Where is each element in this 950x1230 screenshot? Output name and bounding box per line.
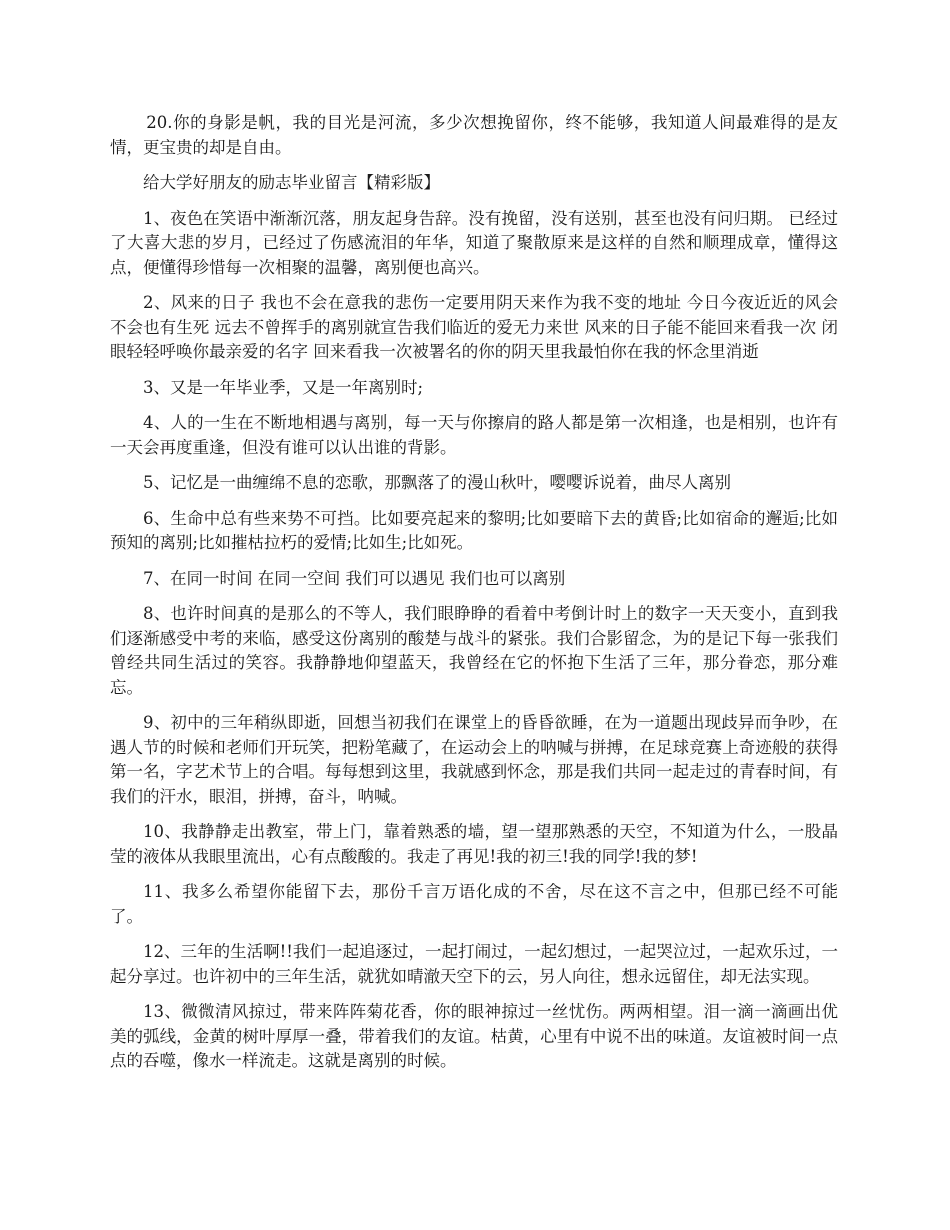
paragraph-10: 10、我静静走出教室，带上门，靠着熟悉的墙，望一望那熟悉的天空，不知道为什么，一股晶莹的液体从我眼里流出，心有点酸酸的。我走了再见!我的初三!我的同学!我的梦! <box>110 822 838 866</box>
paragraph-2: 2、风来的日子 我也不会在意我的悲伤一定要用阴天来作为我不变的地址 今日今夜近近的风会不会也有生死 远去不曾挥手的离别就宣告我们临近的爱无力来世 风来的日子能不能回来看我一次 闭眼轻轻呼唤你最亲爱的名字 回来看我一次被署名的你的阴天里我最怕你在我的怀念里消逝 <box>110 293 838 361</box>
paragraph-3: 3、又是一年毕业季，又是一年离别时; <box>143 377 424 397</box>
paragraph-20: 20.你的身影是帆，我的目光是河流，多少次想挽留你，终不能够，我知道人间最难得的是友情，更宝贵的却是自由。 <box>110 113 838 157</box>
paragraph-7: 7、在同一时间 在同一空间 我们可以遇见 我们也可以离别 <box>143 568 566 588</box>
paragraph-5: 5、记忆是一曲缠绵不息的恋歌，那飘落了的漫山秋叶，嘤嘤诉说着，曲尽人离别 <box>143 473 731 492</box>
document-body <box>110 111 838 1085</box>
paragraph-8: 8、也许时间真的是那么的不等人，我们眼睁睁的看着中考倒计时上的数字一天天变小，直到我们逐渐感受中考的来临，感受这份离别的酸楚与战斗的紧张。我们合影留念，为的是记下每一张我们曾经共同生活过的笑容。我静静地仰望蓝天，我曾经在它的怀抱下生活了三年，那分眷恋，那分难忘。 <box>110 604 838 697</box>
paragraph-1: 1、夜色在笑语中渐渐沉落，朋友起身告辞。没有挽留，没有送别，甚至也没有问归期。 已经过了大喜大悲的岁月，已经过了伤感流泪的年华，知道了聚散原来是这样的自然和顺理成章，懂得这点，便懂得珍惜每一次相聚的温馨，离别便也高兴。 <box>110 208 838 277</box>
paragraph-12: 12、三年的生活啊!!我们一起追逐过，一起打闹过，一起幻想过，一起哭泣过，一起欢乐过，一起分享过。也许初中的三年生活，就犹如晴澈天空下的云，另人向往，想永远留住，却无法实现。 <box>110 942 838 986</box>
paragraph-4: 4、人的一生在不断地相遇与离别，每一天与你擦肩的路人都是第一次相逢，也是相别，也许有一天会再度重逢，但没有谁可以认出谁的背影。 <box>110 413 838 457</box>
section-heading: 给大学好朋友的励志毕业留言【精彩版】 <box>143 173 440 192</box>
paragraph-13: 13、微微清风掠过，带来阵阵菊花香，你的眼神掠过一丝忧伤。两两相望。泪一滴一滴画出优美的弧线，金黄的树叶厚厚一叠，带着我们的友谊。枯黄，心里有中说不出的味道。友谊被时间一点点的吞噬，像水一样流走。这就是离别的时候。 <box>110 1002 838 1070</box>
paragraph-9: 9、初中的三年稍纵即逝，回想当初我们在课堂上的昏昏欲睡，在为一道题出现歧异而争吵，在遇人节的时候和老师们开玩笑，把粉笔藏了，在运动会上的呐喊与拼搏，在足球竞赛上奇迹般的获得第一名，字艺术节上的合唱。每每想到这里，我就感到怀念，那是我们共同一起走过的青春时间，有我们的汗水，眼泪，拼搏，奋斗，呐喊。 <box>110 713 838 806</box>
paragraph-6: 6、生命中总有些来势不可挡。比如要亮起来的黎明;比如要暗下去的黄昏;比如宿命的邂逅;比如预知的离别;比如摧枯拉朽的爱情;比如生;比如死。 <box>110 508 838 552</box>
paragraph-11: 11、我多么希望你能留下去，那份千言万语化成的不舍，尽在这不言之中，但那已经不可能了。 <box>110 882 838 926</box>
